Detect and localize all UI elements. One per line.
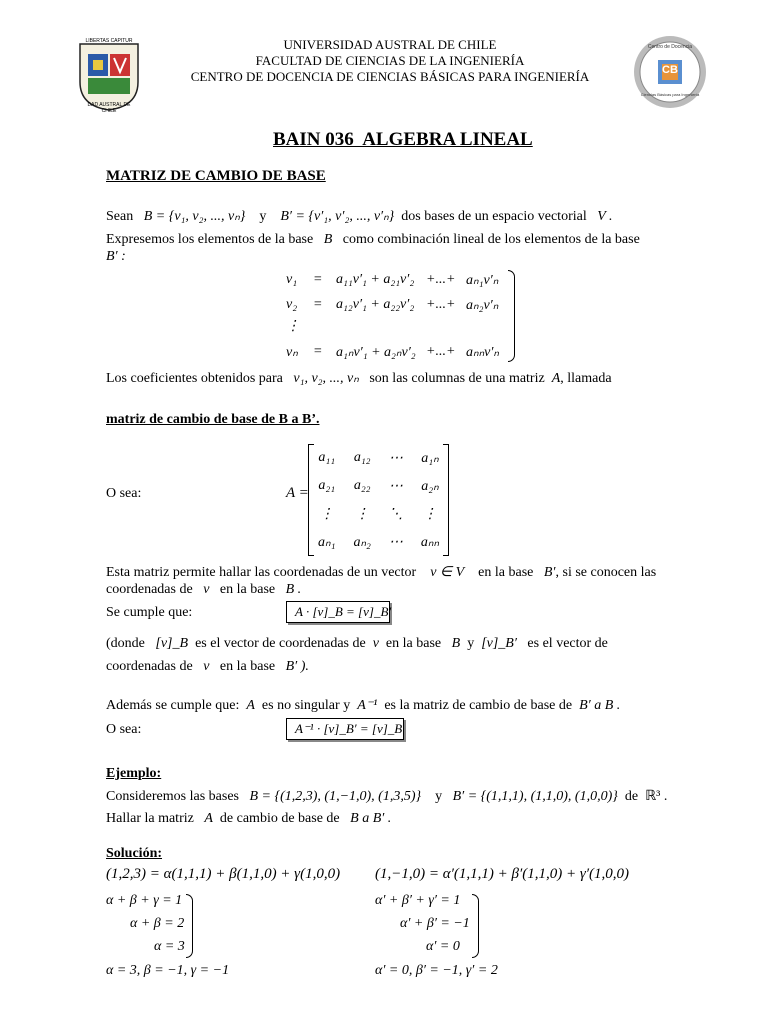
matrix-cell: ⋯ [388, 534, 403, 550]
matrix-cell: aₙₙ [420, 534, 440, 550]
donde-line-2: coordenadas de v en la base B′ ). [106, 659, 309, 674]
system-row-4-tn: aₙₙv′ₙ [466, 345, 500, 360]
basis-B: B = {v₁, v₂, ..., vₙ} [143, 209, 246, 224]
center-seal-top-text: Centro de Docencia [647, 44, 693, 50]
header-faculty: FACULTAD DE CIENCIAS DE LA INGENIERÍA [255, 53, 525, 68]
system-row-3-lhs: ⋮ [286, 319, 300, 334]
sol-left-s2: α + β = 2 [130, 916, 185, 931]
matriz-cambio-label: matriz de cambio de base de B a B’. [106, 412, 320, 427]
sol-right-eq: (1,−1,0) = α′(1,1,1) + β′(1,1,0) + γ′(1,0,0) [375, 866, 630, 882]
sol-right-s3: α′ = 0 [426, 939, 460, 954]
donde-line-1: (donde [v]_B es el vector de coordenadas de v en la base B y [v]_B′ es el vector de [106, 636, 608, 651]
basis-B-prime: B′ = {v′₁, v′₂, ..., v′ₙ} [280, 209, 395, 224]
formula-box-1: A · [v]_B = [v]_B′ [286, 601, 390, 623]
sol-right-result: α′ = 0, β′ = −1, γ′ = 2 [375, 963, 498, 978]
matrix-A [308, 444, 449, 556]
system-row-2-t1: a₁₂v′₁ + a₂₂v′₂ [336, 297, 415, 312]
seal-bottom-text: DAD AUSTRAL DE CHILE [87, 102, 131, 114]
ejemplo-line-2: Hallar la matriz A de cambio de base de B a B′ . [106, 811, 392, 826]
matrix-cell: ⋯ [388, 478, 403, 494]
system-row-4-lhs: vₙ [286, 345, 298, 360]
matrix-cell: ⋮ [319, 506, 334, 522]
se-cumple: Se cumple que: [106, 605, 193, 620]
matrix-row [309, 472, 448, 500]
matrix-row [309, 500, 448, 528]
system-row-4-t1: a₁ₙv′₁ + a₂ₙv′₂ [336, 345, 416, 360]
university-seal [78, 38, 140, 112]
system-row-1-tn: aₙ₁v′ₙ [466, 273, 499, 288]
ejemplo-title: Ejemplo: [106, 766, 162, 781]
sol-left-s3: α = 3 [154, 939, 185, 954]
center-seal-bottom-text: Ciencias Básicas para Ingeniería [640, 92, 700, 97]
matrix-cell: a₂₁ [318, 478, 336, 493]
express-line: Expresemos los elementos de la base B como combinación lineal de los elementos de la base [106, 232, 640, 247]
osea-2: O sea: [106, 722, 142, 737]
solucion-title: Solución: [106, 846, 163, 861]
para-line-2: coordenadas de v en la base B . [106, 582, 302, 597]
coef-line: Los coeficientes obtenidos para v₁, v₂, ..., vₙ son las columnas de una matriz A, llamada [106, 371, 612, 386]
system-row-1-t1: a₁₁v′₁ + a₂₁v′₂ [336, 272, 415, 287]
sol-right-s2: α′ + β′ = −1 [400, 916, 470, 931]
system-row-2-tn: aₙ₂v′ₙ [466, 298, 499, 313]
matrix-cell: ⋯ [388, 450, 403, 466]
header-centre: CENTRO DE DOCENCIA DE CIENCIAS BÁSICAS PARA INGENIERÍA [190, 69, 590, 84]
ademas-line: Además se cumple que: A es no singular y A⁻¹ es la matriz de cambio de base de B′ a B . [106, 698, 621, 713]
system-row-2-lhs: v₂ [286, 297, 298, 312]
matrix-cell: a₁₂ [353, 450, 371, 465]
express-line-2: B′ : [106, 249, 126, 264]
matrix-cell: a₁ₙ [421, 450, 439, 466]
matrix-cell: ⋮ [355, 506, 370, 522]
osea-1: O sea: [106, 486, 142, 501]
system-row-1-lhs: v₁ [286, 272, 298, 287]
ejemplo-line-1: Consideremos las bases B = {(1,2,3), (1,−1,0), (1,3,5)} y B′ = {(1,1,1), (1,1,0), (1,0,0)} de ℝ³ . [106, 789, 668, 804]
matrix-cell: ⋮ [422, 506, 437, 522]
system-row-1-dots: +...+ [426, 272, 456, 287]
para-line-1: Esta matriz permite hallar las coordenadas de un vector v ∈ V en la base B′, si se conocen las [106, 565, 657, 580]
system-row-4-dots: +...+ [426, 344, 456, 359]
matrix-table [309, 444, 448, 556]
matrix-cell: ⋱ [388, 506, 403, 522]
intro-line: Sean B = {v₁, v₂, ..., vₙ} y B′ = {v′₁, v′₂, ..., v′ₙ} dos bases de un espacio vectorial V . [106, 209, 613, 224]
document-title: BAIN 036 ALGEBRA LINEAL [273, 129, 533, 150]
matrix-cell: aₙ₁ [318, 534, 336, 550]
system-row-2-eq: = [313, 297, 323, 312]
matrix-cell: a₂ₙ [421, 478, 439, 494]
system-row-2-dots: +...+ [426, 297, 456, 312]
system-brace [508, 270, 515, 362]
formula-box-2: A⁻¹ · [v]_B′ = [v]_B [286, 718, 404, 740]
matrix-lhs: A = [286, 485, 309, 501]
matrix-cell: a₁₁ [318, 450, 336, 465]
matrix-cell: aₙ₂ [353, 534, 371, 550]
header-university: UNIVERSIDAD AUSTRAL DE CHILE [283, 37, 497, 52]
sol-left-s1: α + β + γ = 1 [106, 893, 183, 908]
sol-left-brace [186, 894, 193, 958]
center-seal [632, 34, 708, 110]
sol-right-brace [472, 894, 479, 958]
section-title: MATRIZ DE CAMBIO DE BASE [106, 168, 326, 184]
matrix-row [309, 528, 448, 556]
matrix-cell: a₂₂ [353, 478, 371, 493]
matrix-row [309, 444, 448, 472]
sol-left-eq: (1,2,3) = α(1,1,1) + β(1,1,0) + γ(1,0,0) [106, 866, 341, 882]
center-seal-letters: CB [662, 64, 678, 76]
system-row-4-eq: = [313, 344, 323, 359]
sol-left-result: α = 3, β = −1, γ = −1 [106, 963, 230, 978]
sol-right-s1: α′ + β′ + γ′ = 1 [375, 893, 461, 908]
system-row-1-eq: = [313, 272, 323, 287]
seal-top-text: LIBERTAS CAPITUR [85, 38, 133, 44]
